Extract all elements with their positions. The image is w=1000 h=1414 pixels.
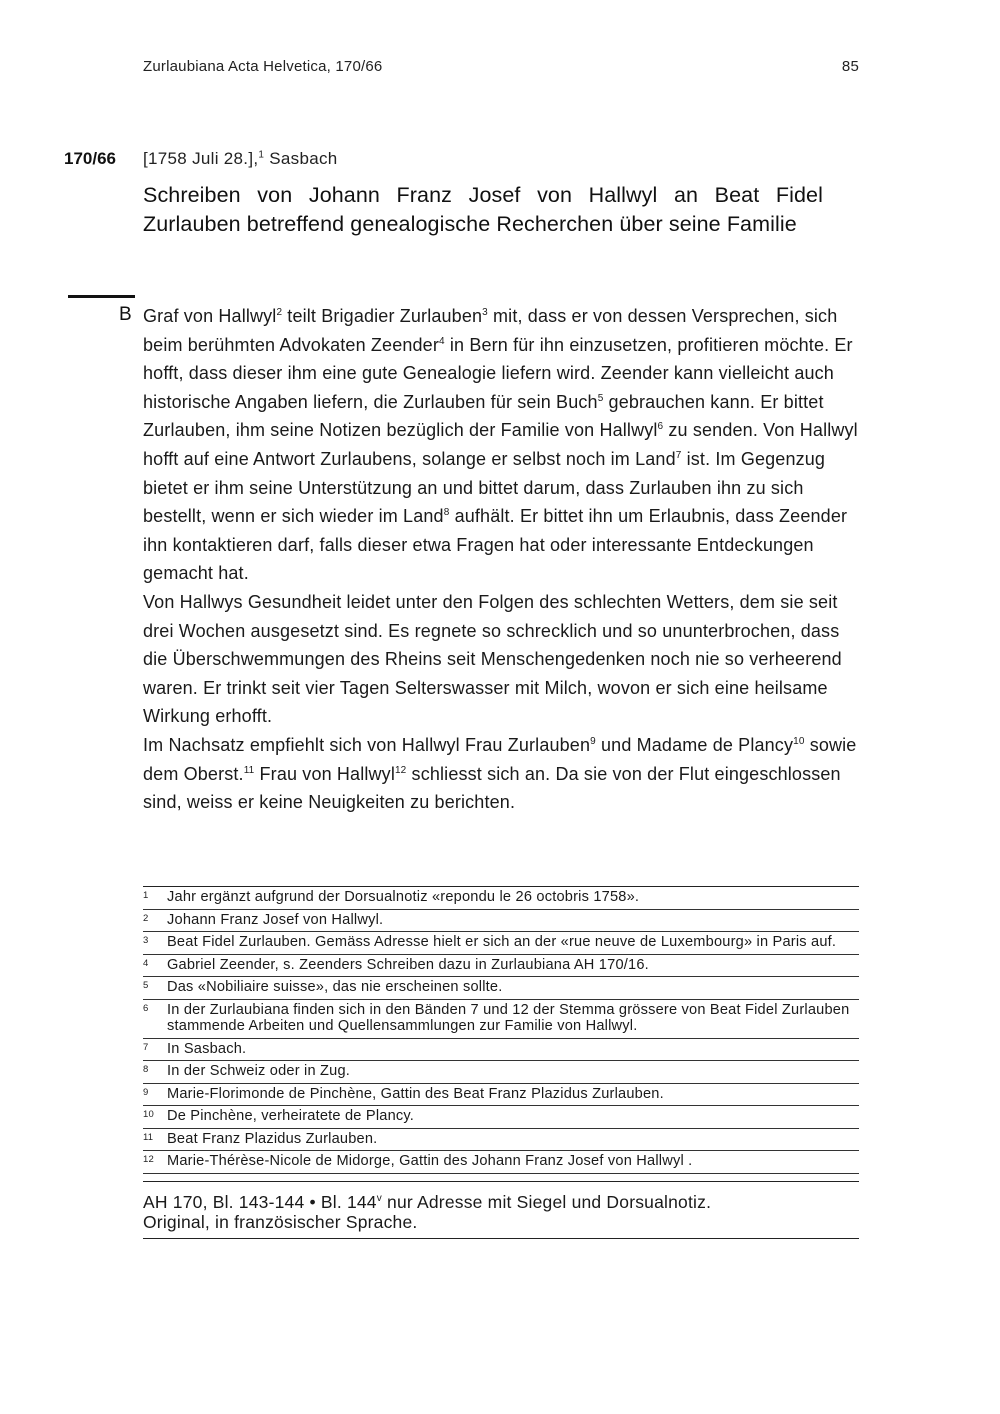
body-text-segment: Von Hallwys Gesundheit leidet unter den Folgen des schlechten Wetters, dem sie seit drei Wochen ausgesetzt sind. Es regnete so schrecklich und so ununterbrochen, dass die Überschwemmungen des Rheins seit Menschengedenken noch nie so verheerend waren. Er trinkt seit vier Tagen Selterswasser mit Milch, wovon er sich eine heilsame Wirkung erhofft. <box>143 591 842 727</box>
document-id: 170/66 <box>64 149 116 168</box>
footnote-ref[interactable]: 9 <box>590 735 596 747</box>
verso-mark: v <box>376 1192 382 1204</box>
body-text-segment: teilt Brigadier Zurlauben <box>282 306 483 326</box>
body-paragraph <box>143 731 863 817</box>
running-title: Zurlaubiana Acta Helvetica, 170/66 <box>143 58 383 75</box>
footnote-ref[interactable]: 10 <box>793 735 805 747</box>
footnote <box>143 955 859 978</box>
summary-body <box>143 302 863 817</box>
footnote <box>143 932 859 955</box>
source-ref: AH 170, Bl. 143-144 • Bl. 144 <box>143 1191 377 1212</box>
footnote <box>143 977 859 1000</box>
footnote-text: Beat Franz Plazidus Zurlauben. <box>167 1130 378 1147</box>
footnote-number: 11 <box>143 1131 154 1143</box>
body-text-segment: ist. Im Gegenzug bietet er ihm seine Unterstützung an und bittet darum, dass Zurlauben ihn zu sich bestellt, wenn er sich wieder im Land <box>143 448 826 527</box>
footnote <box>143 1106 859 1129</box>
footnote <box>143 1084 859 1107</box>
place-text: Sasbach <box>264 149 338 168</box>
summary-marker: B <box>119 304 132 325</box>
footnote-number: 3 <box>143 935 149 946</box>
footnote-ref[interactable]: 11 <box>243 764 255 776</box>
footnote-text: Jahr ergänzt aufgrund der Dorsualnotiz «repondu le 26 octobris 1758». <box>167 889 640 905</box>
footnote-number: 10 <box>143 1109 154 1120</box>
footnote <box>143 1129 859 1152</box>
body-paragraph <box>143 302 863 588</box>
footnote <box>143 1000 859 1039</box>
footnote-text: Beat Fidel Zurlauben. Gemäss Adresse hielt er sich an der «rue neuve de Luxembourg» in Paris auf. <box>167 934 837 950</box>
footnote-ref[interactable]: 6 <box>657 421 664 433</box>
footnote-number: 6 <box>143 1002 149 1014</box>
body-text-segment: gebrauchen kann. Er bittet Zurlauben, ihm seine Notizen bezüglich der Familie von Hallwyl <box>143 391 824 441</box>
footnote-number: 1 <box>143 890 149 901</box>
footnote <box>143 1039 859 1062</box>
body-text-segment: mit, dass er von dessen Versprechen, sich beim berühmten Advokaten Zeender <box>143 306 838 355</box>
footnote-number: 5 <box>143 980 149 991</box>
footnote-number: 4 <box>143 957 149 969</box>
section-rule <box>68 295 135 298</box>
footnote-number: 9 <box>143 1086 149 1098</box>
footnote-ref[interactable]: 4 <box>438 335 445 347</box>
source-note <box>143 1181 859 1240</box>
body-text-segment: Graf von Hallwyl <box>143 306 277 326</box>
source-line-2: Original, in französischer Sprache. <box>143 1212 418 1233</box>
footnote-ref[interactable]: 3 <box>482 307 488 318</box>
footnote-text: In der Zurlaubiana finden sich in den Bänden 7 und 12 der Stemma grössere von Beat Fidel Zurlauben stammende Arbeiten und Quellensammlungen zur Familie von Hallwyl. <box>167 1001 850 1034</box>
running-head <box>143 58 859 75</box>
source-desc: nur Adresse mit Siegel und Dorsualnotiz. <box>381 1191 712 1212</box>
footnote <box>143 1151 859 1174</box>
body-text-segment: aufhält. Er bittet ihn um Erlaubnis, dass Zeender ihn kontaktieren darf, falls dieser etwa Fragen hat oder interessante Entdeckungen gemacht hat. <box>143 506 848 584</box>
body-paragraph <box>143 588 863 731</box>
footnote <box>143 887 859 910</box>
footnote-ref[interactable]: 2 <box>276 307 283 318</box>
footnote-text: De Pinchène, verheiratete de Plancy. <box>167 1108 415 1124</box>
footnote-text: Marie-Florimonde de Pinchène, Gattin des Beat Franz Plazidus Zurlauben. <box>167 1085 664 1102</box>
footnote-ref[interactable]: 8 <box>443 507 450 519</box>
body-text-segment: in Bern für ihn einzusetzen, profitieren möchte. Er hofft, dass dieser ihm eine gute Genealogie liefern wird. Zeender kann vielleicht auch historische Angaben liefern, die Zurlauben für sein Buch <box>143 334 853 412</box>
body-text-segment: Im Nachsatz empfiehlt sich von Hallwyl Frau Zurlauben <box>143 734 591 755</box>
date-text: [1758 Juli 28.], <box>143 149 259 168</box>
footnote-ref[interactable]: 12 <box>394 764 407 776</box>
source-line-1 <box>143 1188 859 1213</box>
footnote-number: 12 <box>143 1154 154 1165</box>
body-text-segment: Frau von Hallwyl <box>254 763 395 784</box>
footnote-ref[interactable]: 7 <box>675 449 682 461</box>
footnote-number: 7 <box>143 1041 149 1053</box>
footnote-number: 8 <box>143 1064 149 1075</box>
footnote-text: In Sasbach. <box>167 1040 247 1057</box>
body-text-segment: zu senden. Von Hallwyl hofft auf eine Antwort Zurlaubens, solange er selbst noch im Land <box>143 420 858 469</box>
body-text-segment: und Madame de Plancy <box>595 734 794 755</box>
footnote-ref[interactable]: 1 <box>258 149 265 161</box>
footnote-number: 2 <box>143 912 149 924</box>
footnote-text: In der Schweiz oder in Zug. <box>167 1063 351 1079</box>
footnote-ref[interactable]: 5 <box>597 392 604 404</box>
footnote-text: Marie-Thérèse-Nicole de Midorge, Gattin des Johann Franz Josef von Hallwyl . <box>167 1153 693 1169</box>
document-title: Schreiben von Johann Franz Josef von Hallwyl an Beat Fidel Zurlauben betreffend genealogische Recherchen über seine Familie <box>143 183 823 236</box>
footnotes <box>143 886 859 1239</box>
footnote-text: Johann Franz Josef von Hallwyl. <box>167 911 384 928</box>
footnote <box>143 1061 859 1084</box>
footnote-text: Gabriel Zeender, s. Zeenders Schreiben dazu in Zurlaubiana AH 170/16. <box>167 956 649 973</box>
footnote <box>143 910 859 933</box>
page-number: 85 <box>841 58 859 75</box>
document-date-place <box>143 149 338 169</box>
footnote-text: Das «Nobiliaire suisse», das nie erscheinen sollte. <box>167 979 503 995</box>
body-text-segment: sowie dem Oberst. <box>143 734 857 784</box>
body-text-segment: schliesst sich an. Da sie von der Flut eingeschlossen sind, weiss er keine Neuigkeiten zu berichten. <box>143 763 841 813</box>
